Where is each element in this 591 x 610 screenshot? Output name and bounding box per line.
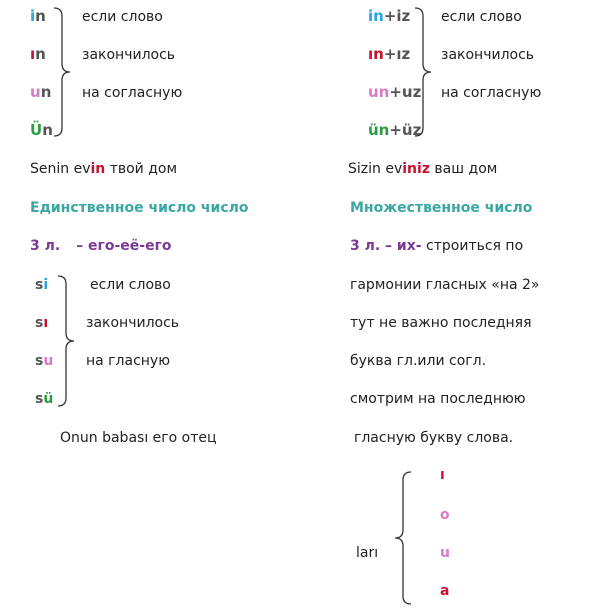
example-babasi: Onun babası его отец [60, 430, 217, 446]
suffix-un: un [30, 83, 52, 101]
explanation-line-5: гласную букву слова. [354, 430, 514, 446]
third-person-plural: 3 л. – их- строиться по [350, 238, 524, 254]
vowel-a: a [440, 583, 450, 599]
right-rule-line-1: если слово [441, 9, 522, 25]
explanation-line-3: буква гл.или согл. [350, 353, 487, 369]
right-rule-line-2: закончилось [441, 47, 535, 63]
suffix-iniz: in+iz [368, 7, 411, 25]
suffix-su-umlaut: sü [35, 391, 54, 407]
right-rule-line-3: на согласную [441, 85, 542, 101]
rule2-line-1: если слово [90, 277, 171, 293]
suffix-su: su [35, 353, 54, 369]
heading-singular: Единственное число число [30, 200, 249, 216]
rule-line-1: если слово [82, 9, 163, 25]
lari-label: ları [356, 545, 379, 561]
vowel-u: u [440, 545, 450, 561]
left-curly-brace-2 [56, 274, 78, 408]
rule-line-2: закончилось [82, 47, 176, 63]
heading-plural: Множественное число [350, 200, 533, 216]
vowel-o: o [440, 507, 450, 523]
example-plural: Sizin eviniz ваш дом [348, 161, 498, 177]
suffix-in: in [30, 7, 46, 25]
third-person-singular: 3 л. – его-её-его [30, 238, 172, 254]
lari-curly-brace [391, 470, 413, 606]
example-singular: Senin evin твой дом [30, 161, 178, 177]
vowel-i-dotless: ı [440, 467, 445, 483]
rule2-line-3: на гласную [86, 353, 170, 369]
rule2-line-2: закончилось [86, 315, 180, 331]
explanation-line-4: смотрим на последнюю [350, 391, 526, 407]
suffix-unuz-umlaut: ün+üz [368, 121, 422, 139]
suffix-unuz: un+uz [368, 83, 422, 101]
left-curly-brace [52, 6, 74, 138]
suffix-si: si [35, 277, 49, 293]
suffix-in-dotless: ın [30, 45, 46, 63]
right-curly-brace [413, 6, 435, 138]
suffix-si-dotless: sı [35, 315, 49, 331]
suffix-iniz-dotless: ın+ız [368, 45, 411, 63]
explanation-line-2: тут не важно последняя [350, 315, 532, 331]
explanation-line-1: гармонии гласных «на 2» [350, 277, 540, 293]
suffix-un-umlaut: Ün [30, 121, 53, 139]
rule-line-3: на согласную [82, 85, 183, 101]
